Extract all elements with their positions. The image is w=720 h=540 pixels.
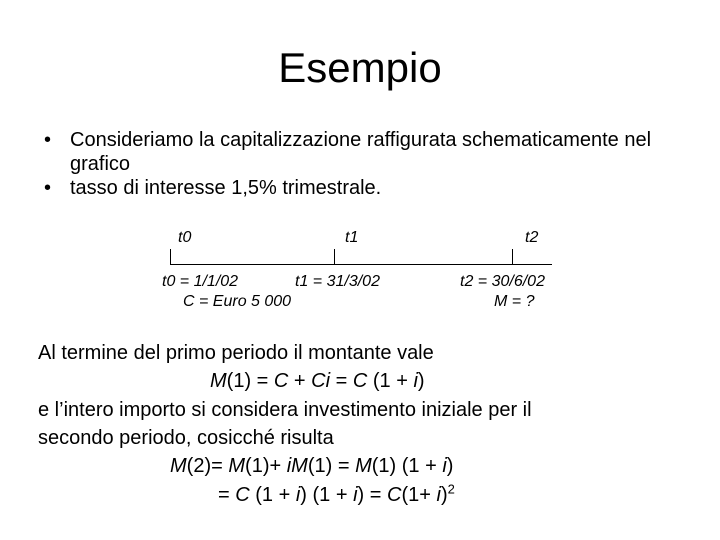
formula-3-exponent: 2 (447, 481, 455, 497)
timeline-tick-t1 (334, 249, 335, 265)
bullet-list (44, 128, 684, 200)
formula-1-part: (1 + (367, 370, 414, 392)
text-line-1: Al termine del primo periodo il montante vale (38, 342, 434, 364)
formula-3-part: = (218, 484, 236, 506)
formula-2-iM: iM (286, 455, 308, 477)
timeline-tick-t0 (170, 249, 171, 265)
formula-2-i: i (442, 455, 447, 477)
formula-2-part: (1)+ (245, 455, 287, 477)
amount-label: M = ? (494, 293, 535, 310)
bullet-text: Consideriamo la capitalizzazione raffigurata schematicamente nel grafico (70, 129, 652, 175)
formula-1-M: M (210, 370, 227, 392)
formula-1 (210, 369, 425, 393)
formula-1-part: (1) = (226, 370, 274, 392)
formula-3 (218, 483, 455, 507)
formula-2-part: (1) = (307, 455, 356, 477)
formula-1-i: i (413, 370, 418, 392)
capital-label: C = Euro 5 000 (183, 293, 292, 310)
formula-3-part: ) = (357, 484, 387, 506)
formula-1-part: = (330, 370, 353, 392)
formula-3-C: C (235, 484, 250, 506)
formula-2-part: (1) (1 + (371, 455, 443, 477)
date-t2: t2 = 30/6/02 (460, 273, 545, 290)
formula-3-i2: i (353, 484, 358, 506)
bullet-item (44, 176, 684, 200)
formula-2-part: (2)= (186, 455, 229, 477)
formula-2-part: ) (446, 455, 454, 477)
formula-1-Ci: Ci (311, 370, 331, 392)
formula-3-part: ) (1 + (300, 484, 354, 506)
formula-3-i3: i (436, 484, 441, 506)
bullet-icon: • (44, 177, 52, 199)
bullet-icon: • (44, 129, 52, 151)
date-t1: t1 = 31/3/02 (295, 273, 380, 290)
text-line-3: e l’intero importo si considera investimento iniziale per il (38, 399, 532, 421)
timeline-axis (170, 264, 552, 265)
label-t2: t2 (525, 229, 539, 246)
formula-3-part: (1+ (401, 484, 437, 506)
formula-3-part: (1 + (249, 484, 296, 506)
timeline-tick-t2 (512, 249, 513, 265)
formula-3-i1: i (295, 484, 301, 506)
formula-2 (170, 454, 453, 478)
label-t1: t1 (345, 229, 359, 246)
formula-1-part: + (288, 370, 312, 392)
formula-1-C2: C (352, 370, 368, 392)
text-line-4: secondo periodo, cosicché risulta (38, 427, 334, 449)
bullet-text: tasso di interesse 1,5% trimestrale. (70, 177, 382, 199)
formula-1-part: ) (417, 370, 425, 392)
formula-2-M: M (170, 455, 187, 477)
formula-2-M2: M (228, 455, 246, 477)
label-t0: t0 (178, 229, 192, 246)
formula-3-part: ) (440, 484, 448, 506)
slide-title: Esempio (278, 44, 442, 91)
date-t0: t0 = 1/1/02 (162, 273, 239, 290)
formula-2-M3: M (355, 455, 372, 477)
formula-1-C: C (273, 370, 289, 392)
bullet-item (44, 128, 684, 176)
formula-3-C2: C (387, 484, 402, 506)
